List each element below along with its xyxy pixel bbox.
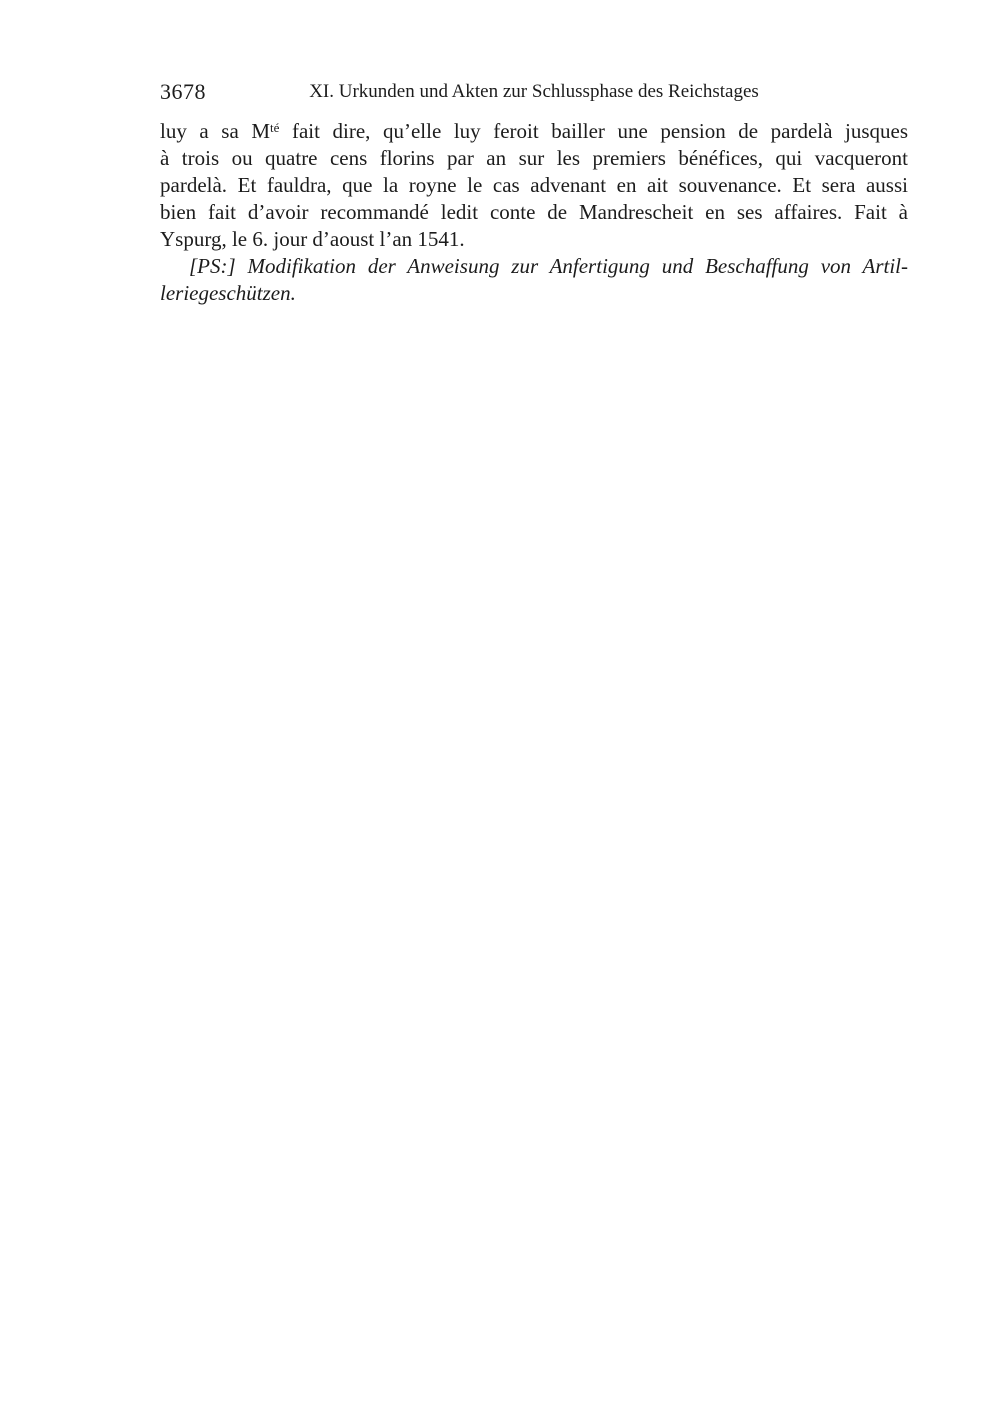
paragraph-main-line-1	[160, 118, 908, 145]
superscript-te: té	[270, 120, 280, 136]
paragraph-main-line-2: à trois ou quatre cens florins par an sur les premiers bénéfices, qui vacqueront	[160, 146, 908, 170]
text-block	[160, 118, 908, 307]
running-header-title: XI. Urkunden und Akten zur Schlussphase des Reichstages	[309, 81, 759, 102]
line-text-pre: luy a sa M	[160, 119, 271, 143]
page-number: 3678	[160, 79, 206, 104]
paragraph-main-line-3: pardelà. Et fauldra, que la royne le cas advenant en ait souvenance. Et sera aussi	[160, 173, 908, 197]
paragraph-main-line-4: bien fait d’avoir recommandé ledit conte de Mandrescheit en ses affaires. Fait à	[160, 200, 908, 224]
paragraph-main-line-5: Yspurg, le 6. jour d’aoust l’an 1541.	[160, 227, 465, 251]
paragraph-ps-line-2: leriegeschützen.	[160, 281, 296, 305]
paragraph-ps-line-1: [PS:] Modifikation der Anweisung zur Anfertigung und Beschaffung von Artil-	[189, 254, 908, 278]
line-text-post: fait dire, qu’elle luy feroit bailler une pension de pardelà jusques	[279, 119, 908, 143]
running-header	[160, 78, 908, 105]
